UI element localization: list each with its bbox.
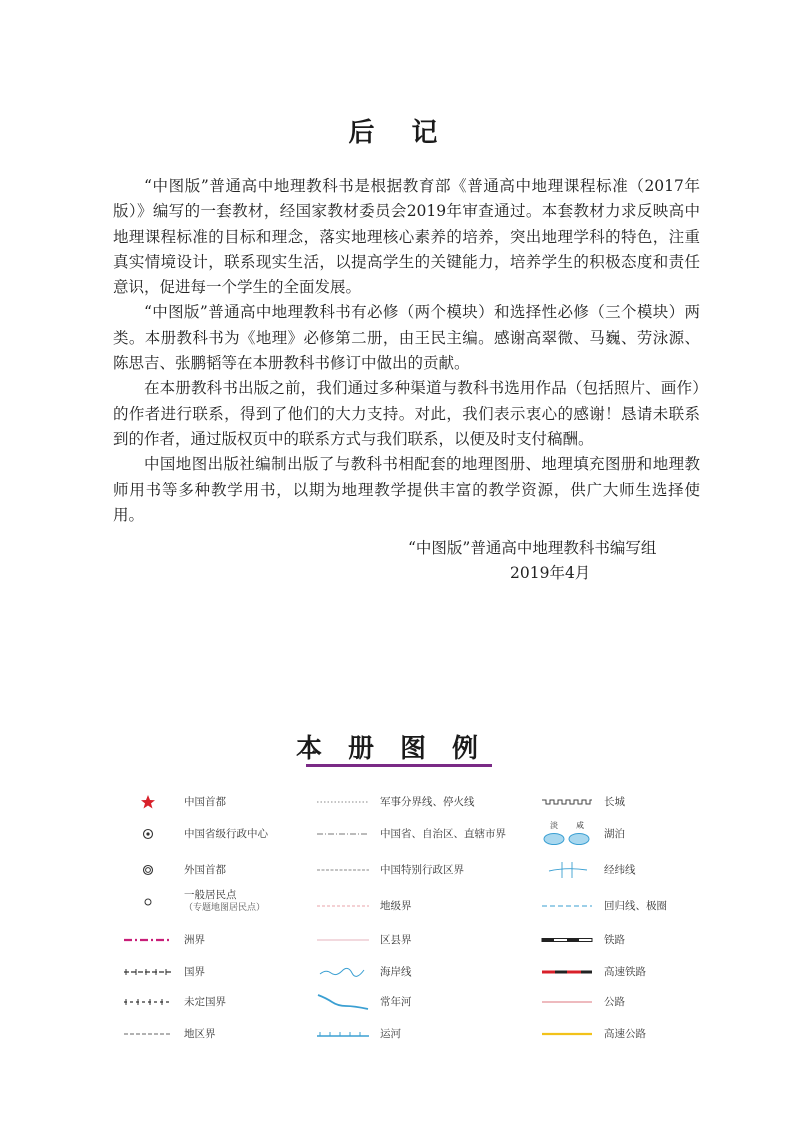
circle-dot-icon [118,822,178,846]
legend-title-underline [306,764,492,767]
tropic-line [536,894,598,918]
legend-item [118,890,265,914]
railway-line [536,928,598,952]
legend-item [118,858,226,882]
road-line [536,990,598,1014]
legend-label: 外国首都 [184,863,226,876]
legend-label: 洲界 [184,933,205,946]
legend-label: 中国首都 [184,795,226,808]
legend-label: 常年河 [380,995,412,1008]
legend-title: 本册图例 [295,734,504,764]
legend-item [118,790,226,814]
national-boundary-line [118,960,178,984]
high-speed-rail-line [536,960,598,984]
legend-label: 公路 [604,995,625,1008]
legend-item [536,790,625,814]
paragraph: 中国地图出版社编制出版了与教科书相配套的地理图册、地理填充图册和地理教师用书等多种教学用书，以期为地理教学提供丰富的教学资源，供广大师生选择使用。 [113,455,700,524]
county-boundary-line [312,928,374,952]
legend-label: 一般居民点 [184,889,237,901]
legend-item [312,790,475,814]
great-wall-line [536,790,598,814]
double-circle-icon [118,858,178,882]
small-circle-icon [118,890,178,914]
legend-sublabel: （专题地图居民点） [184,903,266,913]
legend-label: 高速铁路 [604,965,646,978]
legend-item [312,1022,401,1046]
expressway-line [536,1022,598,1046]
legend-label: 中国特别行政区界 [380,863,464,876]
legend-item [118,960,205,984]
legend-item [536,894,667,918]
afterword-title: 后 记 [348,118,452,148]
legend-item [536,928,625,952]
graticule-icon [536,858,598,882]
signature-author: “中图版”普通高中地理教科书编写组 [408,539,657,557]
undefined-boundary-line [118,990,178,1014]
legend-label: 湖泊 [604,827,625,840]
legend-item [536,960,646,984]
legend-item [536,1022,646,1046]
prefecture-boundary-line [312,894,374,918]
sar-boundary-line [312,858,374,882]
legend-item [118,822,268,846]
legend-label: 经纬线 [604,863,636,876]
lake-salt-label: 咸 [576,821,584,830]
legend-item [312,894,412,918]
legend-item [118,1022,216,1046]
legend-label: 未定国界 [184,995,226,1008]
legend-label: 军事分界线、停火线 [380,795,475,808]
canal-line [312,1022,374,1046]
legend-item [536,858,636,882]
legend-item [118,990,226,1014]
lake-fresh-label: 淡 [550,821,558,830]
coastline-line [312,960,374,984]
legend-label: 区县界 [380,933,412,946]
legend-label: 海岸线 [380,965,412,978]
legend-item [536,818,625,850]
paragraph: “中图版”普通高中地理教科书有必修（两个模块）和选择性必修（三个模块）两类。本册教科书为《地理》必修第二册，由王民主编。感谢高翠微、马巍、劳泳源、陈思吉、张鹏韬等在本册教科书修订中做出的贡献。 [113,303,700,373]
legend-label: 中国省级行政中心 [184,827,268,840]
legend-label: 回归线、极圈 [604,899,667,912]
legend-label: 国界 [184,965,205,978]
legend-item [312,960,412,984]
afterword-body [113,174,700,528]
red-star-icon [118,790,178,814]
legend-item [312,822,506,846]
legend-item [312,990,412,1014]
legend-label: 铁路 [604,933,625,946]
signature-block [408,536,698,586]
lake-icon [536,818,598,850]
map-legend [0,784,800,1064]
legend-label: 地区界 [184,1027,216,1040]
legend-label: 长城 [604,795,625,808]
legend-label: 中国省、自治区、直辖市界 [380,827,506,840]
legend-label: 运河 [380,1027,401,1040]
province-boundary-line [312,822,374,846]
legend-label: 地级界 [380,899,412,912]
legend-item [312,928,412,952]
legend-label: 高速公路 [604,1027,646,1040]
legend-item [118,928,205,952]
continent-boundary-line [118,928,178,952]
region-boundary-line [118,1022,178,1046]
river-line [312,990,374,1014]
military-line [312,790,374,814]
legend-item [536,990,625,1014]
paragraph: “中图版”普通高中地理教科书是根据教育部《普通高中地理课程标准（2017年版）》编写的一套教材，经国家教材委员会2019年审查通过。本套教材力求反映高中地理课程标准的目标和理念，落实地理核心素养的培养，突出地理学科的特色，注重真实情境设计，联系现实生活，以提高学生的关键能力，培养学生的积极态度和责任意识，促进每一个学生的全面发展。 [113,177,700,297]
paragraph: 在本册教科书出版之前，我们通过多种渠道与教科书选用作品（包括照片、画作）的作者进行联系，得到了他们的大力支持。对此，我们表示衷心的感谢！恳请未联系到的作者，通过版权页中的联系方式与我们联系，以便及时支付稿酬。 [113,379,700,448]
signature-date: 2019年4月 [510,564,591,582]
legend-item [312,858,464,882]
